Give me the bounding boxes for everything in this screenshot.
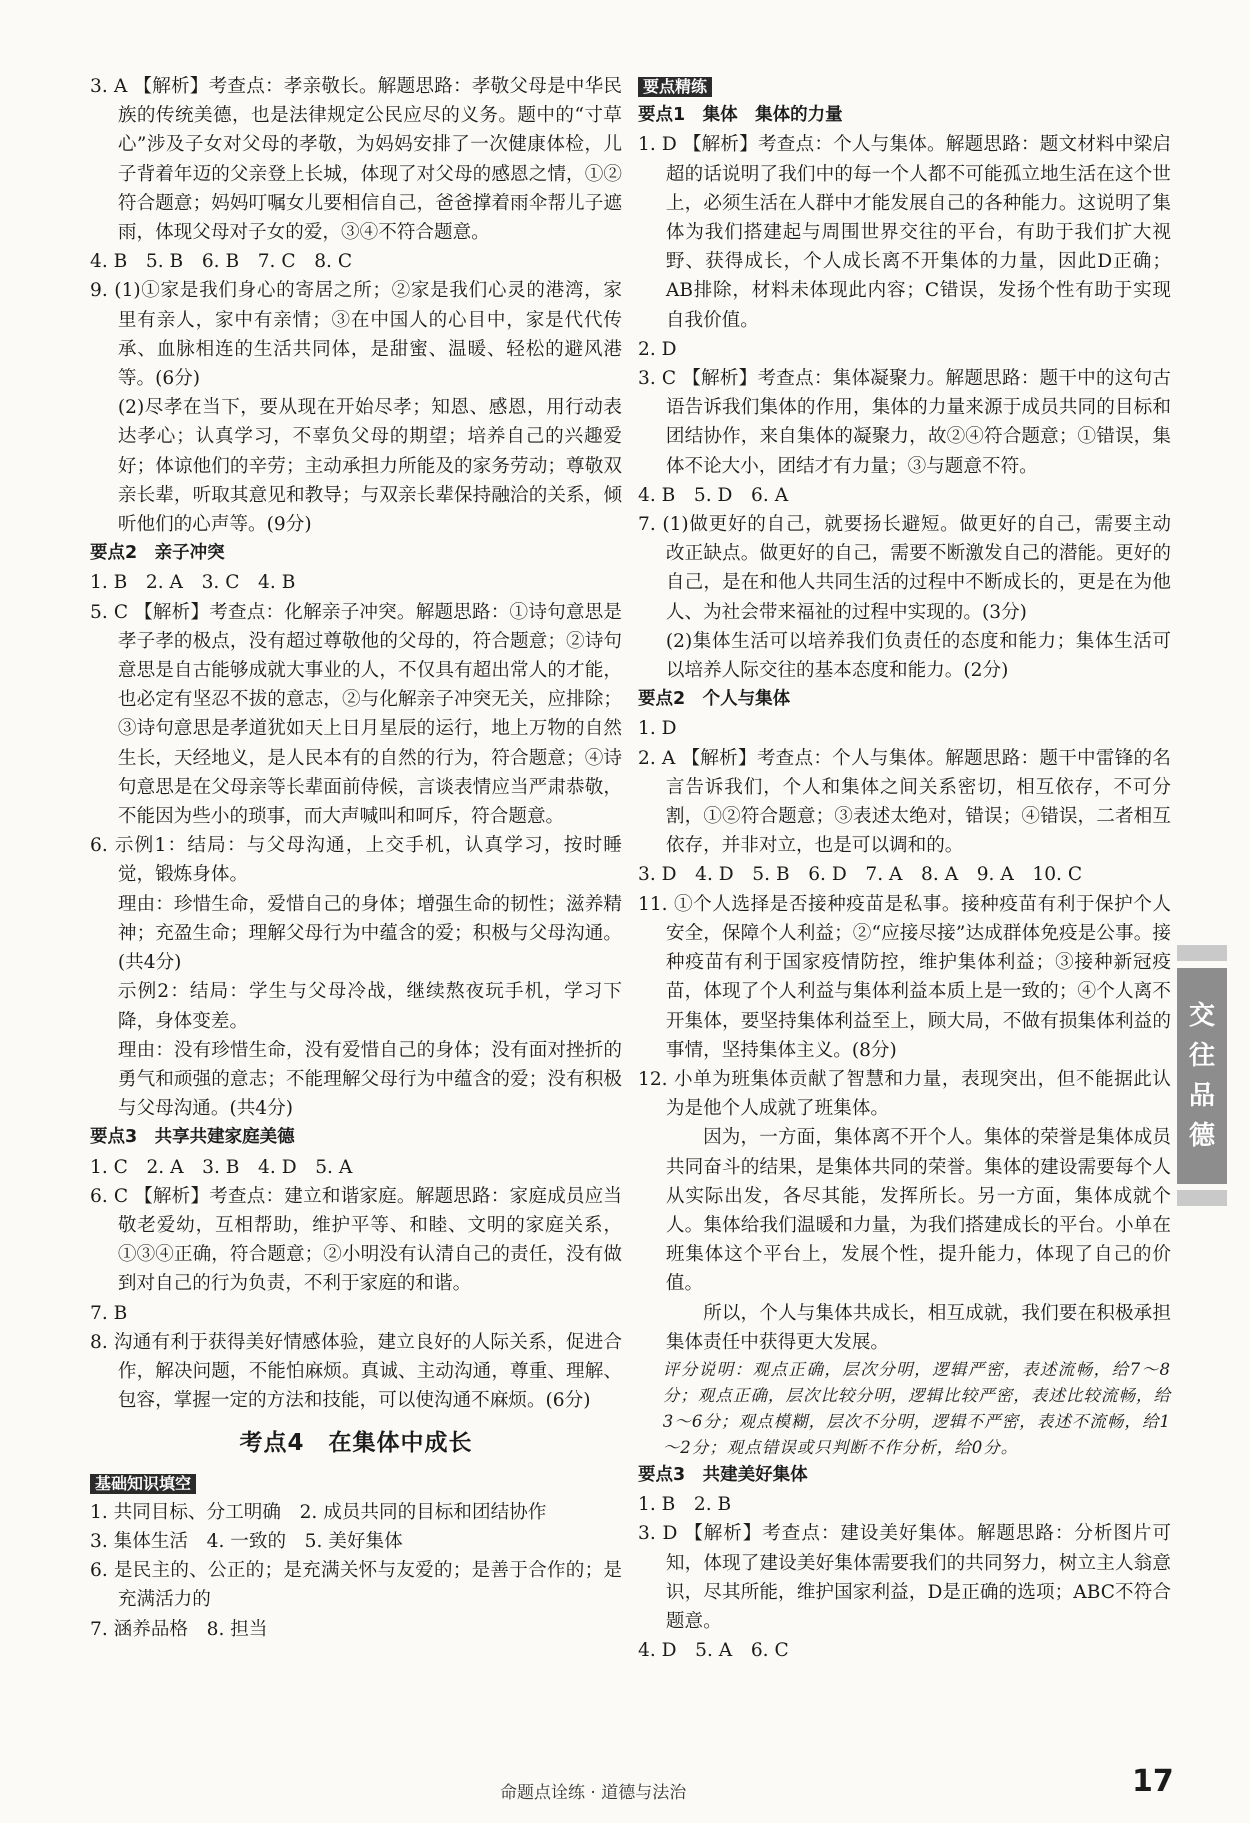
answer-paragraph: 2. D xyxy=(638,338,677,360)
answer-paragraph: (2)集体生活可以培养我们负责任的态度和能力；集体生活可以培养人际交往的基本态度和能力。(2分) xyxy=(665,630,1171,682)
left-column xyxy=(90,72,622,1644)
answer-paragraph: 4. B 5. B 6. B 7. C 8. C xyxy=(90,251,353,273)
side-tab-char: 品 xyxy=(1188,1081,1215,1111)
subsection-heading: 要点3 共建美好集体 xyxy=(638,1464,808,1485)
answer-paragraph: 7. B xyxy=(90,1302,128,1324)
answer-paragraph: 因为，一方面，集体离不开个人。集体的荣誉是集体成员共同奋斗的结果，是集体共同的荣誉。集体的建设需要每个人从实际出发，各尽其能，发挥所长。另一方面，集体成就个人。集体给我们温暖和力量，为我们搭建成长的平台。小单在班集体这个平台上，发展个性，提升能力，体现了自己的价值。 xyxy=(665,1127,1171,1295)
answer-paragraph: 理由：珍惜生命，爱惜自己的身体；增强生命的韧性；滋养精神；充盈生命；理解父母行为中蕴含的爱；积极与父母沟通。(共4分) xyxy=(117,893,622,974)
section-title: 考点4 在集体中成长 xyxy=(239,1430,473,1457)
section-label-row xyxy=(90,1469,622,1498)
answer-paragraph: 6. 示例1：结局：与父母沟通，上交手机，认真学习，按时睡觉，锻炼身体。 xyxy=(90,835,622,886)
answer-paragraph: 3. D 【解析】考查点：建设美好集体。解题思路：分析图片可知，体现了建设美好集体需要我们的共同努力，树立主人翁意识，尽其所能，维护国家利益，D是正确的选项；ABC不符合题意。 xyxy=(638,1523,1171,1632)
answer-paragraph: 9. (1)①家是我们身心的寄居之所；②家是我们心灵的港湾，家里有亲人，家中有亲情；③在中国人的心目中，家是代代传承、血脉相连的生活共同体，是甜蜜、温暖、轻松的避风港等。(6分) xyxy=(90,280,622,390)
answer-paragraph: 3. 集体生活 4. 一致的 5. 美好集体 xyxy=(90,1530,403,1552)
answer-paragraph: 1. D 【解析】考查点：个人与集体。解题思路：题文材料中梁启超的话说明了我们中的每一个人都不可能孤立地生活在这个世上，必须生活在人群中才能发展自己的各种能力。这说明了集体为我们搭建起与周围世界交往的平台，有助于我们扩大视野、获得成长，个人成长离不开集体的力量，因此D正确；AB排除，材料未体现此内容；C错误，发扬个性有助于实现自我价值。 xyxy=(638,134,1171,331)
side-tab-char: 德 xyxy=(1188,1121,1215,1151)
section-label: 要点精练 xyxy=(638,77,712,97)
answer-paragraph: 1. B 2. B xyxy=(638,1494,732,1516)
footer-title: 命题点诠练 · 道德与法治 xyxy=(500,1783,687,1803)
side-tab-char: 交 xyxy=(1188,1001,1215,1031)
answer-paragraph: 2. A 【解析】考查点：个人与集体。解题思路：题干中雷锋的名言告诉我们，个人和集体之间关系密切，相互依存，不可分割，①②符合题意；③表述太绝对，错误；④错误，二者相互依存，并非对立，也是可以调和的。 xyxy=(638,747,1171,857)
side-tab-char: 往 xyxy=(1188,1041,1215,1071)
answer-paragraph: 3. C 【解析】考查点：集体凝聚力。解题思路：题干中的这句古语告诉我们集体的作用，集体的力量来源于成员共同的目标和团结协作，来自集体的凝聚力，故②④符合题意；①错误，集体不论大小，团结才有力量；③与题意不符。 xyxy=(638,368,1171,477)
answer-paragraph: 1. 共同目标、分工明确 2. 成员共同的目标和团结协作 xyxy=(90,1501,547,1523)
answer-paragraph: 3. A 【解析】考查点：孝亲敬长。解题思路：孝敬父母是中华民族的传统美德，也是法律规定公民应尽的义务。题中的“寸草心”涉及子女对父母的孝敬，为妈妈安排了一次健康体检，儿子背着年迈的父亲登上长城，体现了对父母的感恩之情，①②符合题意；妈妈叮嘱女儿要相信自己，爸爸撑着雨伞帮儿子遮雨，体现父母对子女的爱，③④不符合题意。 xyxy=(90,76,622,244)
answer-paragraph: 6. 是民主的、公正的；是充满关怀与友爱的；是善于合作的；是充满活力的 xyxy=(90,1560,622,1611)
answer-paragraph: 1. C 2. A 3. B 4. D 5. A xyxy=(90,1156,353,1178)
answer-paragraph: 1. D xyxy=(638,718,677,740)
answer-paragraph: 6. C 【解析】考查点：建立和谐家庭。解题思路：家庭成员应当敬老爱幼，互相帮助，维护平等、和睦、文明的家庭关系，①③④正确，符合题意；②小明没有认清自己的责任，没有做到对自己的行为负责，不利于家庭的和谐。 xyxy=(90,1185,622,1295)
scoring-note: 评分说明：观点正确，层次分明，逻辑严密，表述流畅，给7～8分；观点正确，层次比较分明，逻辑比较严密，表述比较流畅，给3～6分；观点模糊，层次不分明，逻辑不严密，表述不流畅，给1～2分；观点错误或只判断不作分析，给0分。 xyxy=(662,1359,1171,1457)
answer-paragraph: 3. D 4. D 5. B 6. D 7. A 8. A 9. A 10. C xyxy=(638,864,1083,886)
page-number: 17 xyxy=(1132,1764,1174,1799)
section-label: 基础知识填空 xyxy=(90,1474,196,1494)
subsection-heading: 要点2 个人与集体 xyxy=(638,689,791,710)
answer-paragraph: 12. 小单为班集体贡献了智慧和力量，表现突出，但不能据此认为是他个人成就了班集体。 xyxy=(638,1068,1171,1120)
side-tab xyxy=(1177,968,1227,1184)
answer-paragraph: 11. ①个人选择是否接种疫苗是私事。接种疫苗有利于保护个人安全，保障个人利益；②“应接尽接”达成群体免疫是公事。接种疫苗有利于国家疫情防控，维护集体利益；③接种新冠疫苗，体现了个人利益与集体利益本质上是一致的；④个人离不开集体，要坚持集体利益至上，顾大局，不做有损集体利益的事情，坚持集体主义。(8分) xyxy=(638,893,1171,1061)
answer-paragraph: 4. B 5. D 6. A xyxy=(638,484,789,506)
answer-paragraph: 理由：没有珍惜生命，没有爱惜自己的身体；没有面对挫折的勇气和顽强的意志；不能理解父母行为中蕴含的爱；没有积极与父母沟通。(共4分) xyxy=(117,1039,622,1120)
answer-paragraph: 示例2：结局：学生与父母冷战，继续熬夜玩手机，学习下降，身体变差。 xyxy=(117,981,622,1032)
side-tab-bottom-bar xyxy=(1177,1190,1227,1206)
answer-paragraph: 7. (1)做更好的自己，就要扬长避短。做更好的自己，需要主动改正缺点。做更好的自己，需要不断激发自己的潜能。更好的自己，是在和他人共同生活的过程中不断成长的，更是在为他人、为社会带来福祉的过程中实现的。(3分) xyxy=(638,514,1171,623)
answer-paragraph: 8. 沟通有利于获得美好情感体验，建立良好的人际关系，促进合作，解决问题，不能怕麻烦。真诚、主动沟通，尊重、理解、包容，掌握一定的方法和技能，可以使沟通不麻烦。(6分) xyxy=(90,1331,622,1412)
answer-paragraph: 所以，个人与集体共成长，相互成就，我们要在积极承担集体责任中获得更大发展。 xyxy=(665,1302,1171,1353)
section-label-row xyxy=(638,72,1171,101)
subsection-heading: 要点1 集体 集体的力量 xyxy=(638,105,843,126)
subsection-heading: 要点3 共享共建家庭美德 xyxy=(90,1127,295,1148)
side-tab-top-bar xyxy=(1177,945,1227,961)
answer-paragraph: 4. D 5. A 6. C xyxy=(638,1640,789,1662)
answer-paragraph: 1. B 2. A 3. C 4. B xyxy=(90,572,296,594)
answer-paragraph: 5. C 【解析】考查点：化解亲子冲突。解题思路：①诗句意思是孝子孝的极点，没有超过尊敬他的父母的，符合题意；②诗句意思是自古能够成就大事业的人，不仅具有超出常人的才能，也必定有坚忍不拔的意志，②与化解亲子冲突无关，应排除；③诗句意思是孝道犹如天上日月星辰的运行，地上万物的自然生长，天经地义，是人民本有的自然的行为，符合题意；④诗句意思是在父母亲等长辈面前侍候，言谈表情应当严肃恭敬，不能因为些小的琐事，而大声喊叫和呵斥，符合题意。 xyxy=(90,601,622,828)
right-column xyxy=(638,72,1171,1665)
subsection-heading: 要点2 亲子冲突 xyxy=(90,543,225,564)
answer-paragraph: 7. 涵养品格 8. 担当 xyxy=(90,1618,268,1640)
answer-paragraph: (2)尽孝在当下，要从现在开始尽孝；知恩、感恩，用行动表达孝心；认真学习，不辜负父母的期望；培养自己的兴趣爱好；体谅他们的辛劳；主动承担力所能及的家务劳动；尊敬双亲长辈，听取其意见和教导；与双亲长辈保持融洽的关系，倾听他们的心声等。(9分) xyxy=(117,397,622,536)
